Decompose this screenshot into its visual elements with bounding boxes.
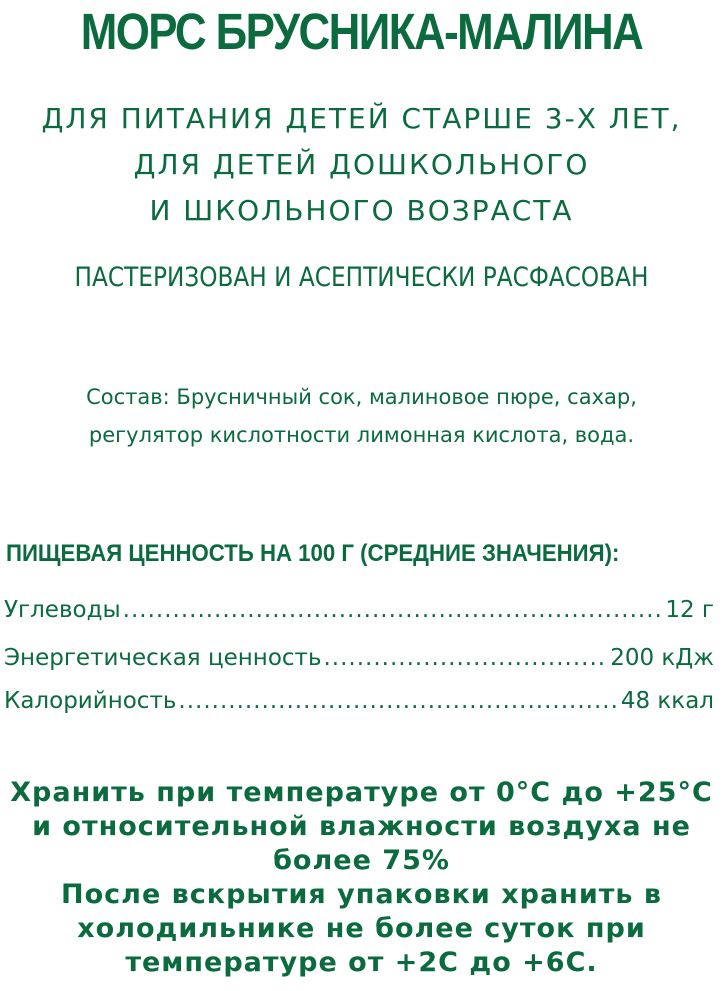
nutrition-label: Углеводы: [4, 597, 121, 623]
nutrition-label: Калорийность: [4, 688, 177, 714]
dot-leader: [178, 684, 618, 718]
nutrition-heading: ПИЩЕВАЯ ЦЕННОСТЬ НА 100 Г (СРЕДНИЕ ЗНАЧЕНИЯ):: [6, 540, 620, 567]
storage-line: Хранить при температуре от 0°С до +25°С: [10, 777, 713, 808]
composition-line: регулятор кислотности лимонная кислота, вода.: [88, 423, 635, 447]
product-title: МОРС БРУСНИКА-МАЛИНА: [80, 3, 643, 60]
age-line: ДЛЯ ПИТАНИЯ ДЕТЕЙ СТАРШЕ 3-Х ЛЕТ,: [41, 102, 682, 135]
age-line: И ШКОЛЬНОГО ВОЗРАСТА: [149, 194, 574, 227]
nutrition-value: 200 кДж: [610, 645, 714, 671]
storage-conditions: [0, 776, 723, 980]
age-line: ДЛЯ ДЕТЕЙ ДОШКОЛЬНОГО: [133, 148, 590, 181]
nutrition-value: 48 ккал: [620, 688, 714, 714]
pasteurization-note: ПАСТЕРИЗОВАН И АСЕПТИЧЕСКИ РАСФАСОВАН: [74, 262, 649, 293]
storage-line: После вскрытия упаковки хранить в: [61, 879, 662, 910]
composition-line: Состав: Брусничный сок, малиновое пюре, сахар,: [86, 385, 637, 409]
storage-line: более 75%: [273, 845, 450, 876]
nutrition-label: Энергетическая ценность: [4, 645, 322, 671]
storage-line: холодильнике не более суток при: [77, 913, 646, 944]
nutrition-row-carbs: [4, 593, 714, 627]
composition: [0, 378, 723, 454]
storage-line: и относительной влажности воздуха не: [32, 811, 691, 842]
nutrition-value: 12 г: [665, 597, 714, 623]
nutrition-row-calories: [4, 684, 714, 718]
storage-line: температуре от +2С до +6С.: [125, 947, 598, 978]
age-recommendation: [0, 96, 723, 234]
dot-leader: [123, 593, 664, 627]
dot-leader: [324, 641, 609, 675]
nutrition-row-energy: [4, 641, 714, 675]
